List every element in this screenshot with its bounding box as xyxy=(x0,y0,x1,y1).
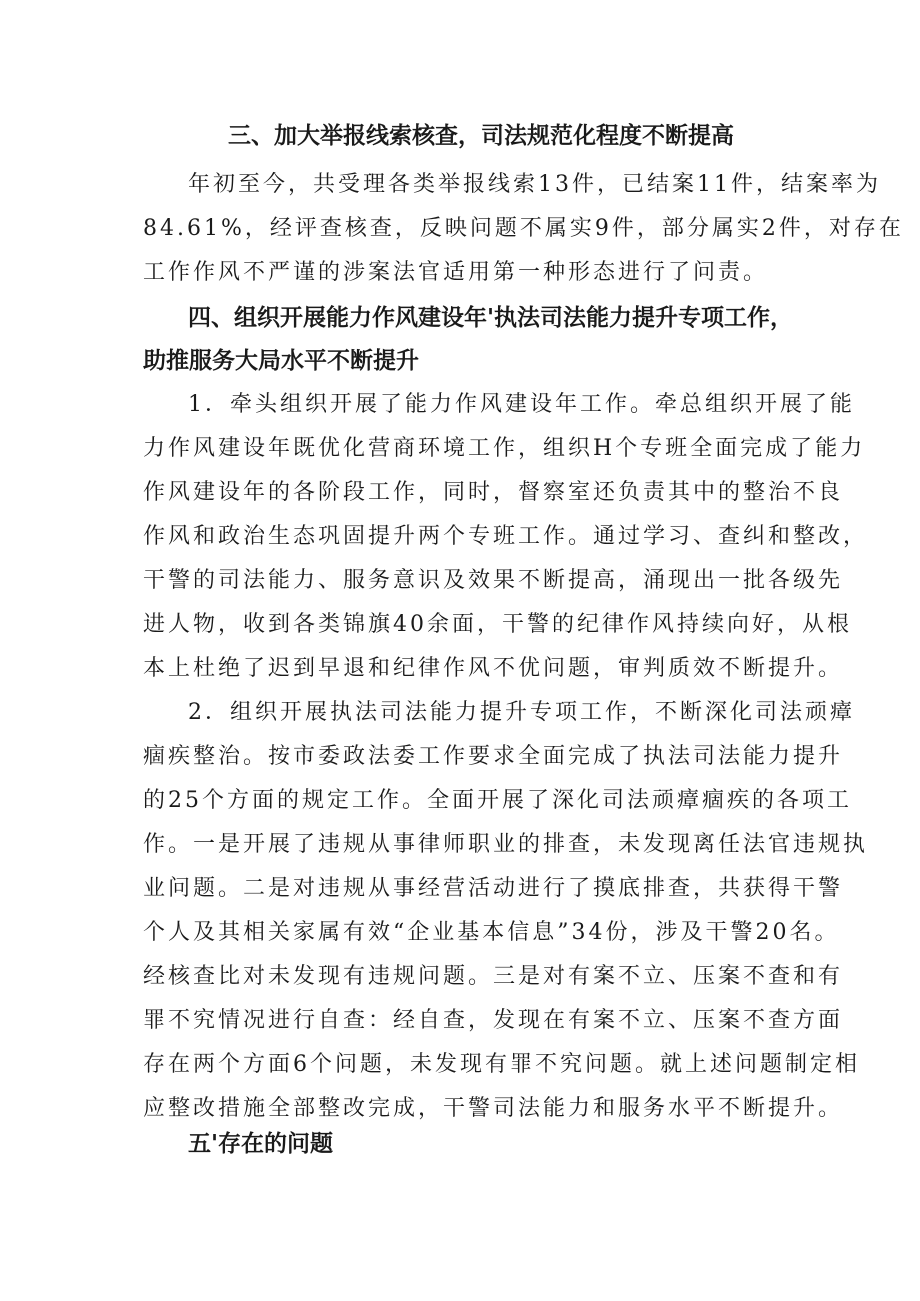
item-one-line-6: 进人物，收到各类锦旗40余面，干警的纪律作风持续向好，从根 xyxy=(143,612,852,637)
item-one-line-2: 力作风建设年既优化营商环境工作，组织H个专班全面完成了能力 xyxy=(143,436,866,461)
item-two-line-2: 痼疾整治。按市委政法委工作要求全面完成了执法司法能力提升 xyxy=(143,744,844,769)
item-two-line-4: 作。一是开展了违规从事律师职业的排查，未发现离任法官违规执 xyxy=(143,832,869,857)
item-two-line-10: 应整改措施全部整改完成，干警司法能力和服务水平不断提升。 xyxy=(143,1096,844,1121)
section-four-heading-line-1: 四、组织开展能力作风建设年'执法司法能力提升专项工作， xyxy=(188,305,794,331)
item-two-line-9: 存在两个方面6个问题，未发现有罪不究问题。就上述问题制定相 xyxy=(143,1052,860,1077)
item-one-line-4: 作风和政治生态巩固提升两个专班工作。通过学习、查纠和整改， xyxy=(143,524,869,549)
item-one-line-7: 本上杜绝了迟到早退和纪律作风不优问题，审判质效不断提升。 xyxy=(143,656,844,681)
section-five-heading: 五'存在的问题 xyxy=(188,1131,334,1157)
section-three-line-3: 工作作风不严谨的涉案法官适用第一种形态进行了问责。 xyxy=(143,260,769,285)
item-two-line-8: 罪不究情况进行自查：经自查，发现在有案不立、压案不查方面 xyxy=(143,1008,844,1033)
item-two-line-7: 经核查比对未发现有违规问题。三是对有案不立、压案不查和有 xyxy=(143,964,844,989)
item-two-line-6: 个人及其相关家属有效“企业基本信息”34份，涉及干警20名。 xyxy=(143,920,840,945)
item-one-line-3: 作风建设年的各阶段工作，同时，督察室还负责其中的整治不良 xyxy=(143,480,844,505)
item-one-line-5: 干警的司法能力、服务意识及效果不断提高，涌现出一批各级先 xyxy=(143,568,844,593)
item-one-line-1: 1．牵头组织开展了能力作风建设年工作。牵总组织开展了能 xyxy=(188,392,855,417)
section-four-heading-line-2: 助推服务大局水平不断提升 xyxy=(143,348,419,374)
section-three-line-2: 84.61%，经评查核查，反映问题不属实9件，部分属实2件，对存在 xyxy=(143,216,904,241)
item-two-line-5: 业问题。二是对违规从事经营活动进行了摸底排查，共获得干警 xyxy=(143,876,844,901)
item-two-line-1: 2．组织开展执法司法能力提升专项工作，不断深化司法顽瘴 xyxy=(188,700,855,725)
section-three-line-1: 年初至今，共受理各类举报线索13件，已结案11件，结案率为 xyxy=(188,172,881,197)
item-two-line-3: 的25个方面的规定工作。全面开展了深化司法顽瘴痼疾的各项工 xyxy=(143,788,852,813)
section-three-heading: 三、加大举报线索核查，司法规范化程度不断提高 xyxy=(228,123,734,149)
